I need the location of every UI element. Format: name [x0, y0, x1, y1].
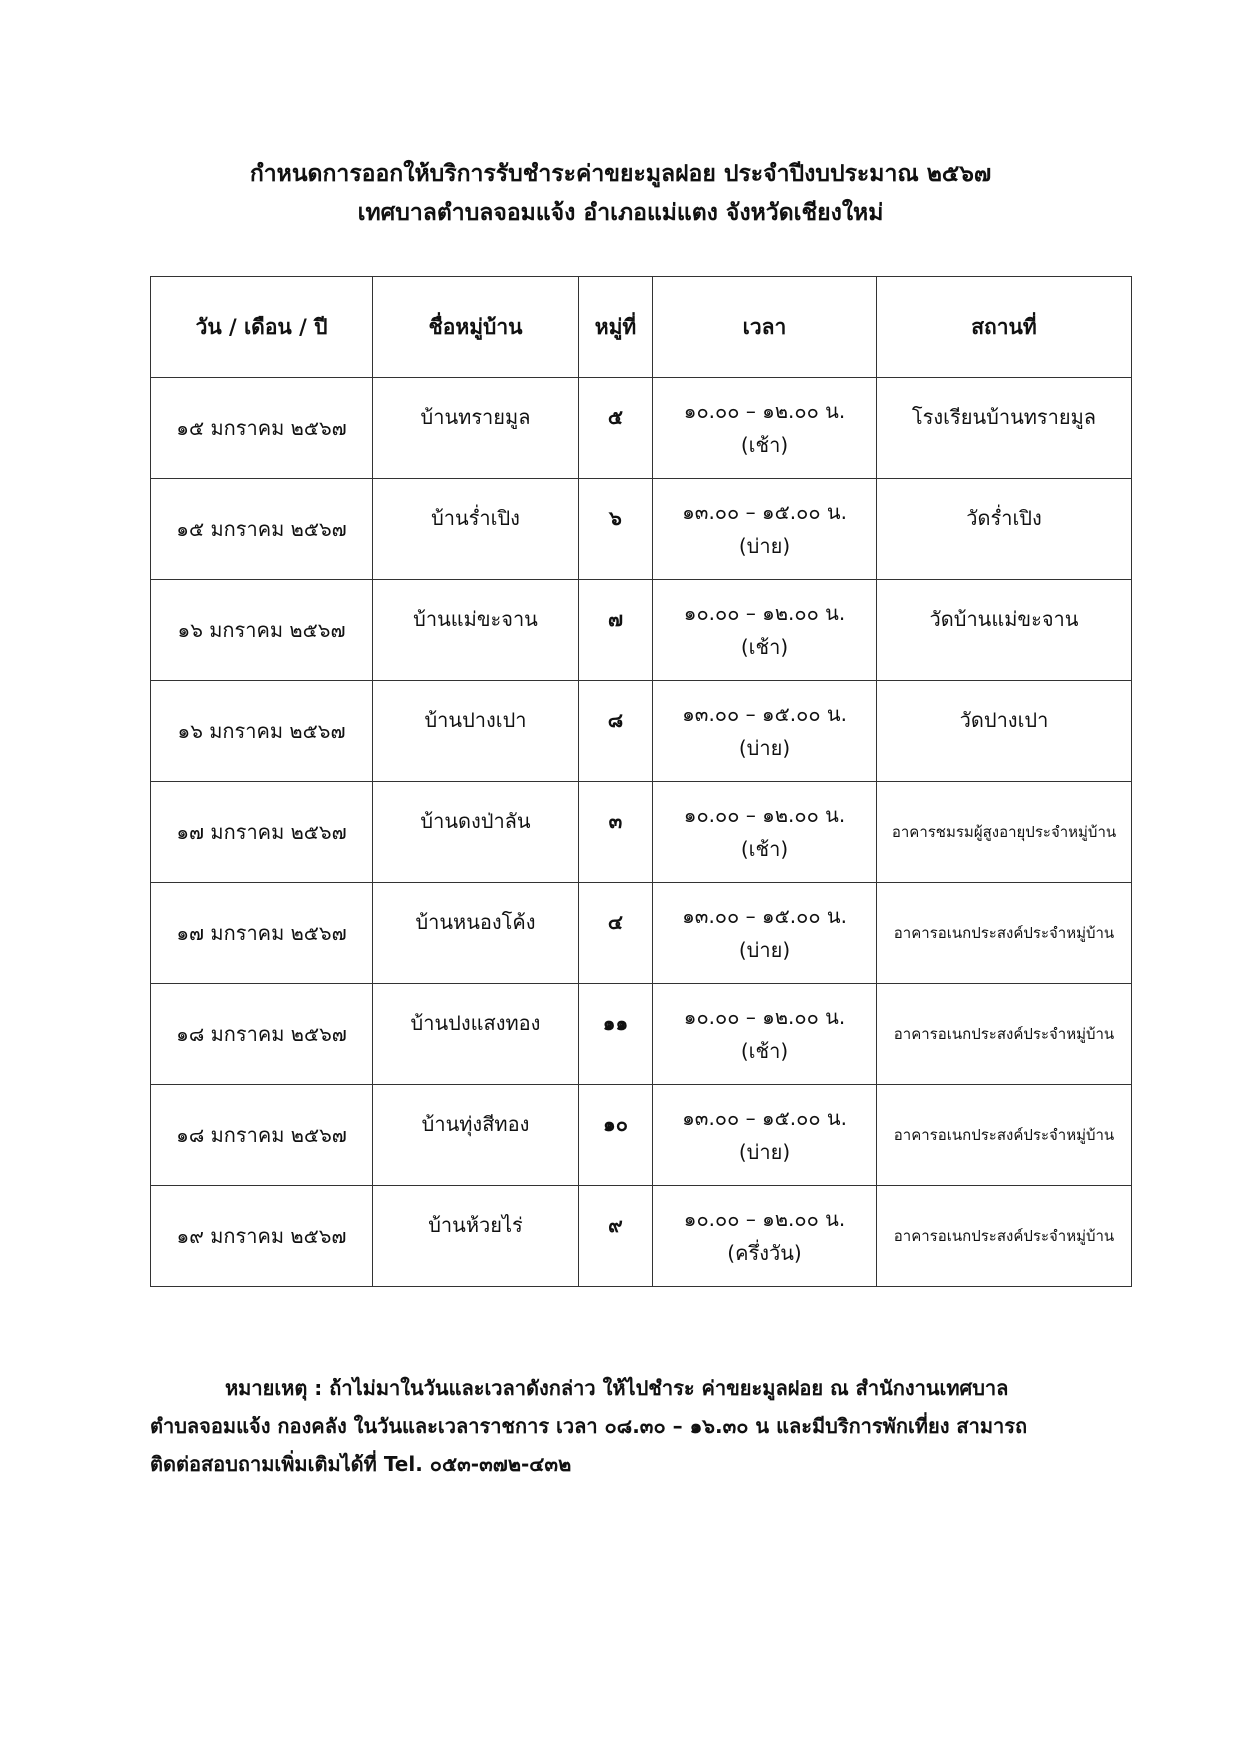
cell-village [373, 681, 579, 782]
place-text: อาคารอเนกประสงค์ประจำหมู่บ้าน [893, 924, 1115, 942]
period-text: (บ่าย) [738, 736, 791, 760]
cell-village [373, 479, 579, 580]
table-row [151, 883, 1132, 984]
date-text: ๑๖ มกราคม ๒๕๖๗ [177, 618, 346, 642]
moo-text: ๖ [609, 506, 622, 530]
cell-date [151, 984, 373, 1085]
column-header-place: สถานที่ [877, 277, 1132, 378]
date-text: ๑๘ มกราคม ๒๕๖๗ [176, 1123, 347, 1147]
cell-time [653, 984, 877, 1085]
cell-village [373, 883, 579, 984]
period-text: (บ่าย) [738, 938, 791, 962]
cell-moo [579, 580, 653, 681]
moo-text: ๕ [607, 405, 624, 429]
cell-village [373, 984, 579, 1085]
place-text: วัดบ้านแม่ขะจาน [929, 607, 1079, 631]
date-text: ๑๕ มกราคม ๒๕๖๗ [176, 416, 347, 440]
moo-text: ๗ [607, 607, 624, 631]
cell-place [877, 984, 1132, 1085]
period-text: (เช้า) [740, 433, 789, 457]
table-row [151, 378, 1132, 479]
time-text: ๑๐.๐๐ – ๑๒.๐๐ น. [683, 1207, 846, 1231]
village-text: บ้านแม่ขะจาน [413, 607, 538, 631]
document-title-line1: กำหนดการออกให้บริการรับชำระค่าขยะมูลฝอย ประจำปีงบประมาณ ๒๕๖๗ [249, 161, 992, 187]
period-text: (เช้า) [740, 837, 789, 861]
cell-time [653, 479, 877, 580]
cell-time [653, 580, 877, 681]
village-text: บ้านทุ่งสีทอง [421, 1112, 530, 1136]
moo-text: ๙ [608, 1213, 623, 1237]
cell-moo [579, 378, 653, 479]
table-row [151, 782, 1132, 883]
cell-date [151, 782, 373, 883]
cell-moo [579, 479, 653, 580]
moo-text: ๓ [608, 809, 623, 833]
village-text: บ้านร่ำเปิง [431, 506, 520, 530]
time-text: ๑๓.๐๐ – ๑๕.๐๐ น. [682, 904, 847, 928]
period-text: (ครึ่งวัน) [727, 1241, 802, 1265]
cell-time [653, 1186, 877, 1287]
period-text: (เช้า) [740, 1039, 789, 1063]
cell-time [653, 378, 877, 479]
place-text: วัดปางเปา [959, 708, 1049, 732]
table-row [151, 580, 1132, 681]
note-line2: ตำบลจอมแจ้ง กองคลัง ในวันและเวลาราชการ เวลา ๐๘.๓๐ – ๑๖.๓๐ น และมีบริการพักเที่ยง สามารถ [150, 1414, 1028, 1438]
cell-village [373, 1085, 579, 1186]
cell-moo [579, 782, 653, 883]
date-text: ๑๕ มกราคม ๒๕๖๗ [176, 517, 347, 541]
cell-place [877, 1085, 1132, 1186]
cell-place [877, 782, 1132, 883]
note-line3: ติดต่อสอบถามเพิ่มเติมได้ที่ Tel. ๐๕๓-๓๗๒-๔๓๒ [150, 1452, 572, 1476]
village-text: บ้านปางเปา [424, 708, 527, 732]
time-text: ๑๐.๐๐ – ๑๒.๐๐ น. [683, 1005, 846, 1029]
column-header-time: เวลา [653, 277, 877, 378]
moo-text: ๑๑ [602, 1011, 629, 1035]
cell-place [877, 681, 1132, 782]
period-text: (เช้า) [740, 635, 789, 659]
date-text: ๑๗ มกราคม ๒๕๖๗ [176, 921, 347, 945]
date-text: ๑๖ มกราคม ๒๕๖๗ [177, 719, 346, 743]
time-text: ๑๐.๐๐ – ๑๒.๐๐ น. [683, 803, 846, 827]
place-text: อาคารอเนกประสงค์ประจำหมู่บ้าน [893, 1025, 1115, 1043]
table-row [151, 1085, 1132, 1186]
cell-village [373, 782, 579, 883]
cell-date [151, 479, 373, 580]
column-header-moo: หมู่ที่ [579, 277, 653, 378]
date-text: ๑๗ มกราคม ๒๕๖๗ [176, 820, 347, 844]
cell-moo [579, 883, 653, 984]
table-row [151, 1186, 1132, 1287]
table-row [151, 479, 1132, 580]
cell-time [653, 1085, 877, 1186]
place-text: วัดร่ำเปิง [966, 506, 1042, 530]
place-text: อาคารอเนกประสงค์ประจำหมู่บ้าน [893, 1126, 1115, 1144]
table-header-row [151, 277, 1132, 378]
time-text: ๑๓.๐๐ – ๑๕.๐๐ น. [682, 702, 847, 726]
moo-text: ๘ [607, 708, 624, 732]
cell-village [373, 378, 579, 479]
date-text: ๑๘ มกราคม ๒๕๖๗ [176, 1022, 347, 1046]
cell-date [151, 378, 373, 479]
schedule-table [150, 276, 1132, 1287]
time-text: ๑๓.๐๐ – ๑๕.๐๐ น. [682, 1106, 847, 1130]
cell-place [877, 883, 1132, 984]
document-title-line2: เทศบาลตำบลจอมแจ้ง อำเภอแม่แตง จังหวัดเชียงใหม่ [357, 200, 884, 226]
date-text: ๑๙ มกราคม ๒๕๖๗ [176, 1224, 347, 1248]
table-row [151, 681, 1132, 782]
note-line1: หมายเหตุ : ถ้าไม่มาในวันและเวลาดังกล่าว ให้ไปชำระ ค่าขยะมูลฝอย ณ สำนักงานเทศบาล [225, 1376, 1009, 1400]
cell-village [373, 580, 579, 681]
place-text: โรงเรียนบ้านทรายมูล [911, 405, 1097, 429]
moo-text: ๑๐ [603, 1112, 628, 1136]
cell-moo [579, 681, 653, 782]
cell-moo [579, 1085, 653, 1186]
cell-moo [579, 1186, 653, 1287]
cell-place [877, 580, 1132, 681]
cell-place [877, 378, 1132, 479]
cell-moo [579, 984, 653, 1085]
village-text: บ้านดงป่าลัน [420, 809, 531, 833]
period-text: (บ่าย) [738, 534, 791, 558]
village-text: บ้านปงแสงทอง [410, 1011, 541, 1035]
cell-date [151, 580, 373, 681]
cell-time [653, 782, 877, 883]
cell-village [373, 1186, 579, 1287]
cell-date [151, 681, 373, 782]
cell-date [151, 1085, 373, 1186]
cell-time [653, 681, 877, 782]
village-text: บ้านทรายมูล [420, 405, 531, 429]
column-header-village: ชื่อหมู่บ้าน [373, 277, 579, 378]
cell-date [151, 1186, 373, 1287]
moo-text: ๔ [607, 910, 624, 934]
village-text: บ้านหนองโค้ง [415, 910, 536, 934]
cell-time [653, 883, 877, 984]
table-row [151, 984, 1132, 1085]
time-text: ๑๓.๐๐ – ๑๕.๐๐ น. [682, 500, 847, 524]
village-text: บ้านห้วยไร่ [428, 1213, 523, 1237]
cell-date [151, 883, 373, 984]
cell-place [877, 479, 1132, 580]
place-text: อาคารอเนกประสงค์ประจำหมู่บ้าน [893, 1227, 1115, 1245]
place-text: อาคารชมรมผู้สูงอายุประจำหมู่บ้าน [891, 823, 1117, 841]
time-text: ๑๐.๐๐ – ๑๒.๐๐ น. [683, 601, 846, 625]
period-text: (บ่าย) [738, 1140, 791, 1164]
column-header-date: วัน / เดือน / ปี [151, 277, 373, 378]
time-text: ๑๐.๐๐ – ๑๒.๐๐ น. [683, 399, 846, 423]
cell-place [877, 1186, 1132, 1287]
